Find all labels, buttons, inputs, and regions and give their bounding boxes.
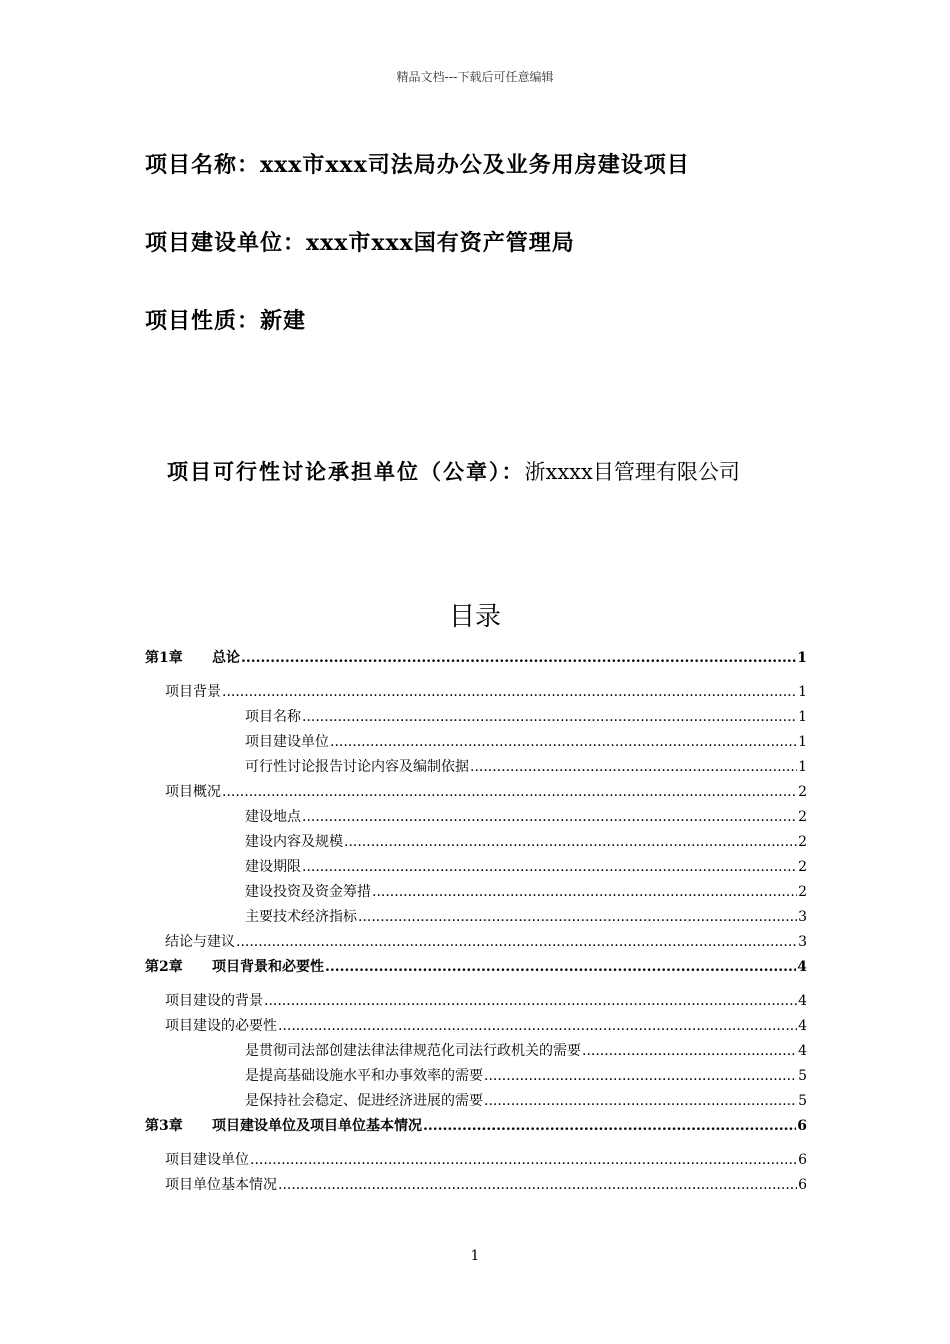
project-name-line	[145, 148, 690, 179]
toc-dot-leader	[278, 1173, 797, 1198]
toc-entry-label	[145, 1114, 422, 1138]
toc-dot-leader	[470, 755, 797, 780]
toc-dot-leader	[302, 805, 797, 830]
toc-entry-text: 项目名称	[245, 709, 301, 725]
toc-entry-label	[145, 955, 324, 979]
toc-entry-label	[165, 780, 221, 805]
toc-entry-page: 1	[798, 759, 807, 775]
toc-entry[interactable]	[145, 1039, 807, 1064]
toc-entry[interactable]	[145, 989, 807, 1014]
toc-dot-leader	[222, 680, 797, 705]
page-number: 1	[470, 1248, 480, 1264]
toc-entry-page: 4	[797, 959, 807, 975]
toc-entry-page: 3	[798, 909, 807, 925]
toc-entry-label	[245, 1039, 581, 1064]
toc-entry-label	[165, 989, 263, 1014]
toc-chapter-entry[interactable]	[145, 646, 807, 680]
toc-dot-leader	[241, 646, 796, 670]
toc-entry[interactable]	[145, 680, 807, 705]
toc-entry[interactable]	[145, 755, 807, 780]
toc-entry-label	[165, 930, 235, 955]
toc-entry-text: 项目建设的必要性	[165, 1018, 277, 1034]
toc-entry-page: 1	[798, 734, 807, 750]
toc-entry-text: 项目建设的背景	[165, 993, 263, 1009]
toc-entry[interactable]	[145, 1064, 807, 1089]
toc-entry-text: 项目单位基本情况	[165, 1177, 277, 1193]
toc-entry-label	[165, 680, 221, 705]
table-of-contents	[145, 646, 807, 1198]
toc-entry-text: 建设投资及资金筹措	[245, 884, 371, 900]
toc-entry[interactable]	[145, 1089, 807, 1114]
toc-entry-label	[165, 1173, 277, 1198]
undertaker-line	[167, 456, 740, 486]
undertaker-value: 浙xxxx目管理有限公司	[524, 460, 740, 484]
toc-entry[interactable]	[145, 905, 807, 930]
toc-entry-page: 6	[798, 1152, 807, 1168]
toc-dot-leader	[582, 1039, 797, 1064]
toc-dot-leader	[264, 989, 797, 1014]
toc-entry[interactable]	[145, 730, 807, 755]
toc-entry-label	[245, 830, 343, 855]
toc-entry[interactable]	[145, 855, 807, 880]
toc-dot-leader	[302, 705, 797, 730]
toc-entry-label	[245, 880, 371, 905]
toc-entry-text: 是贯彻司法部创建法律法律规范化司法行政机关的需要	[245, 1043, 581, 1059]
toc-entry-page: 5	[798, 1093, 807, 1109]
toc-dot-leader	[423, 1114, 796, 1138]
project-builder-label: 项目建设单位：	[145, 231, 307, 256]
toc-entry-text: 项目建设单位	[165, 1152, 249, 1168]
toc-entry-text: 项目建设单位	[245, 734, 329, 750]
toc-entry[interactable]	[145, 880, 807, 905]
toc-entry-page: 2	[798, 859, 807, 875]
toc-entry-text: 可行性讨论报告讨论内容及编制依据	[245, 759, 469, 775]
toc-entry-label	[245, 1089, 483, 1114]
toc-entry-page: 2	[798, 884, 807, 900]
toc-entry-text: 项目背景	[165, 684, 221, 700]
toc-chapter-entry[interactable]	[145, 955, 807, 989]
toc-entry-text: 建设期限	[245, 859, 301, 875]
toc-dot-leader	[484, 1064, 797, 1089]
toc-entry-text: 建设内容及规模	[245, 834, 343, 850]
project-name-label: 项目名称：	[145, 153, 261, 178]
toc-entry[interactable]	[145, 805, 807, 830]
toc-dot-leader	[302, 855, 797, 880]
toc-dot-leader	[358, 905, 797, 930]
toc-entry-text: 是提高基础设施水平和办事效率的需要	[245, 1068, 483, 1084]
toc-entry-label	[145, 646, 240, 670]
toc-entry[interactable]	[145, 1014, 807, 1039]
toc-chapter-entry[interactable]	[145, 1114, 807, 1148]
toc-entry-label	[245, 730, 329, 755]
toc-entry-label	[245, 905, 357, 930]
toc-entry-text: 项目建设单位及项目单位基本情况	[212, 1118, 422, 1134]
toc-entry-text: 建设地点	[245, 809, 301, 825]
toc-entry-page: 4	[798, 1018, 807, 1034]
toc-entry[interactable]	[145, 780, 807, 805]
header-watermark: 精品文档---下载后可任意编辑	[396, 70, 554, 84]
toc-entry-page: 1	[798, 684, 807, 700]
toc-entry-page: 1	[797, 650, 807, 666]
toc-entry-text: 是保持社会稳定、促进经济进展的需要	[245, 1093, 483, 1109]
toc-entry-page: 1	[798, 709, 807, 725]
toc-dot-leader	[325, 955, 796, 979]
toc-entry-label	[165, 1014, 277, 1039]
toc-entry-label	[165, 1148, 249, 1173]
toc-entry-page: 6	[797, 1118, 807, 1134]
undertaker-label: 项目可行性讨论承担单位（公章）：	[167, 460, 525, 484]
project-builder-value: xxx市xxx国有资产管理局	[306, 230, 575, 256]
toc-entry[interactable]	[145, 930, 807, 955]
toc-dot-leader	[236, 930, 797, 955]
toc-entry-text: 项目概况	[165, 784, 221, 800]
toc-entry-label	[245, 755, 469, 780]
toc-dot-leader	[344, 830, 797, 855]
toc-entry-text: 项目背景和必要性	[212, 959, 324, 975]
toc-entry-page: 3	[798, 934, 807, 950]
toc-entry-text: 主要技术经济指标	[245, 909, 357, 925]
toc-entry[interactable]	[145, 1148, 807, 1173]
toc-entry[interactable]	[145, 1173, 807, 1198]
toc-entry-page: 4	[798, 993, 807, 1009]
toc-entry[interactable]	[145, 830, 807, 855]
toc-dot-leader	[222, 780, 797, 805]
toc-entry-label	[245, 1064, 483, 1089]
project-nature-line	[145, 304, 306, 335]
toc-entry-page: 6	[798, 1177, 807, 1193]
toc-entry-text: 结论与建议	[165, 934, 235, 950]
toc-dot-leader	[484, 1089, 797, 1114]
toc-entry-label	[245, 705, 301, 730]
project-nature-label: 项目性质：	[145, 309, 261, 334]
toc-entry-text: 总论	[212, 650, 240, 666]
toc-entry-page: 2	[798, 809, 807, 825]
toc-dot-leader	[278, 1014, 797, 1039]
project-builder-line	[145, 226, 575, 257]
toc-chapter-number: 第2章	[145, 959, 183, 975]
toc-entry-label	[245, 855, 301, 880]
toc-entry[interactable]	[145, 705, 807, 730]
toc-chapter-number: 第3章	[145, 1118, 183, 1134]
project-name-value: xxx市xxx司法局办公及业务用房建设项目	[260, 152, 690, 178]
toc-entry-page: 4	[798, 1043, 807, 1059]
toc-title: 目录	[448, 602, 501, 632]
toc-dot-leader	[372, 880, 797, 905]
toc-dot-leader	[250, 1148, 797, 1173]
project-nature-value: 新建	[260, 308, 307, 334]
toc-chapter-number: 第1章	[145, 650, 183, 666]
toc-entry-page: 5	[798, 1068, 807, 1084]
toc-entry-label	[245, 805, 301, 830]
toc-dot-leader	[330, 730, 797, 755]
toc-entry-page: 2	[798, 784, 807, 800]
toc-entry-page: 2	[798, 834, 807, 850]
